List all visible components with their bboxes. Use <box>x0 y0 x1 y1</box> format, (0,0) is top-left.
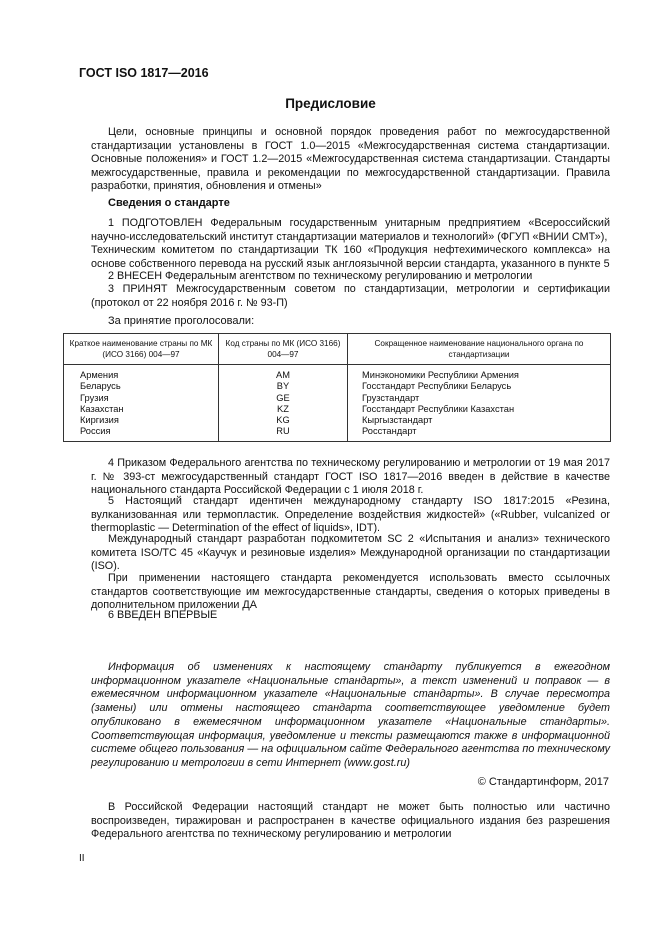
item-5-note: При применении настоящего стандарта рекомендуется использовать вместо ссылочных стандартов соответствующие им межгосударственные стандарты, сведения о которых приведены в дополнительном приложении ДА <box>91 572 610 611</box>
item-1-text: 1 ПОДГОТОВЛЕН Федеральным государственным унитарным предприятием «Всероссийский научно-исследовательский институт стандартизации материалов и технологий» (ФГУП «ВНИИ СМТ»), <box>91 217 610 243</box>
body-cell: Госстандарт Республики Казахстан <box>348 404 611 415</box>
item-1 <box>91 217 610 271</box>
code-cell: RU <box>219 426 348 441</box>
body-cell: Грузстандарт <box>348 393 611 404</box>
section-heading: Сведения о стандарте <box>108 197 230 209</box>
changes-notice: Информация об изменениях к настоящему стандарту публикуется в ежегодном информационном указателе «Национальные стандарты», а текст изменений и поправок — в ежемесячном информационном указателе «Национальные стандарты». В случае пересмотра (замены) или отмены настоящего стандарта соответствующее уведомление будет опубликовано в ежемесячном информационном указателе «Национальные стандарты». Соответствующая информация, уведомление и тексты размещаются также в информационной системе общего пользования — на официальном сайте Федерального агентства по техническому регулированию и метрологии в сети Интернет (www.gost.ru) <box>91 661 610 769</box>
code-cell: AM <box>219 365 348 382</box>
legal-notice: В Российской Федерации настоящий стандарт не может быть полностью или частично воспроизведен, тиражирован и распространен в качестве официального издания без разрешения Федерального агентства по техническому регулированию и метрологии <box>91 801 610 840</box>
table-header-code: Код страны по МК (ИСО 3166) 004—97 <box>219 334 348 365</box>
code-cell: BY <box>219 381 348 392</box>
item-2: 2 ВНЕСЕН Федеральным агентством по техническому регулированию и метрологии <box>108 270 533 282</box>
code-cell: GE <box>219 393 348 404</box>
country-cell: Беларусь <box>64 381 219 392</box>
table-row <box>64 415 611 426</box>
item-5-developer: Международный стандарт разработан подкомитетом SC 2 «Испытания и анализ» технического комитета ISO/TC 45 «Каучук и резиновые изделия» Международной организации по стандартизации (ISO). <box>91 533 610 572</box>
standard-code-header: ГОСТ ISO 1817—2016 <box>79 66 209 80</box>
code-cell: KZ <box>219 404 348 415</box>
table-header-row <box>64 334 611 365</box>
table-header-country: Краткое наименование страны по МК (ИСО 3166) 004—97 <box>64 334 219 365</box>
code-cell: KG <box>219 415 348 426</box>
table-row <box>64 365 611 382</box>
country-cell: Киргизия <box>64 415 219 426</box>
body-cell: Минэкономики Республики Армения <box>348 365 611 382</box>
intro-paragraph: Цели, основные принципы и основной порядок проведения работ по межгосударственной стандартизации установлены в ГОСТ 1.0—2015 «Межгосударственная система стандартизации. Основные положения» и ГОСТ 1.2—2015 «Межгосударственная система стандартизации. Стандарты межгосударственные, правила и рекомендации по межгосударственной стандартизации. Правила разработки, принятия, обновления и отмены» <box>91 126 610 192</box>
item-6: 6 ВВЕДЕН ВПЕРВЫЕ <box>108 609 218 621</box>
item-5: 5 Настоящий стандарт идентичен международному стандарту ISO 1817:2015 «Резина, вулканизованная или термопластик. Определение воздействия жидкостей» («Rubber, vulcanized or thermoplastic — Determination of the effect of liquids», IDT). <box>91 495 610 534</box>
country-cell: Армения <box>64 365 219 382</box>
table-row <box>64 381 611 392</box>
body-cell: Росстандарт <box>348 426 611 441</box>
voting-table <box>63 333 611 442</box>
table-row <box>64 404 611 415</box>
page-title: Предисловие <box>285 96 376 111</box>
item-3: 3 ПРИНЯТ Межгосударственным советом по стандартизации, метрологии и сертификации (протокол от 22 ноября 2016 г. № 93-П) <box>91 283 610 309</box>
country-cell: Казахстан <box>64 404 219 415</box>
table-header-body: Сокращенное наименование национального органа по стандартизации <box>348 334 611 365</box>
page-number: II <box>79 853 85 864</box>
vote-label: За принятие проголосовали: <box>108 315 255 327</box>
body-cell: Кыргызстандарт <box>348 415 611 426</box>
table-row <box>64 426 611 441</box>
country-cell: Россия <box>64 426 219 441</box>
item-1-continuation: Техническим комитетом по стандартизации ТК 160 «Продукция нефтехимического комплекса» на основе собственного перевода на русский язык англоязычной версии стандарта, указанного в пункте 5 <box>91 244 610 270</box>
item-4: 4 Приказом Федерального агентства по техническому регулированию и метрологии от 19 мая 2017 г. № 393-ст межгосударственный стандарт ГОСТ ISO 1817—2016 введен в действие в качестве национального стандарта Российской Федерации с 1 июля 2018 г. <box>91 457 610 496</box>
table-row <box>64 393 611 404</box>
copyright-line: © Стандартинформ, 2017 <box>477 776 609 788</box>
body-cell: Госстандарт Республики Беларусь <box>348 381 611 392</box>
country-cell: Грузия <box>64 393 219 404</box>
